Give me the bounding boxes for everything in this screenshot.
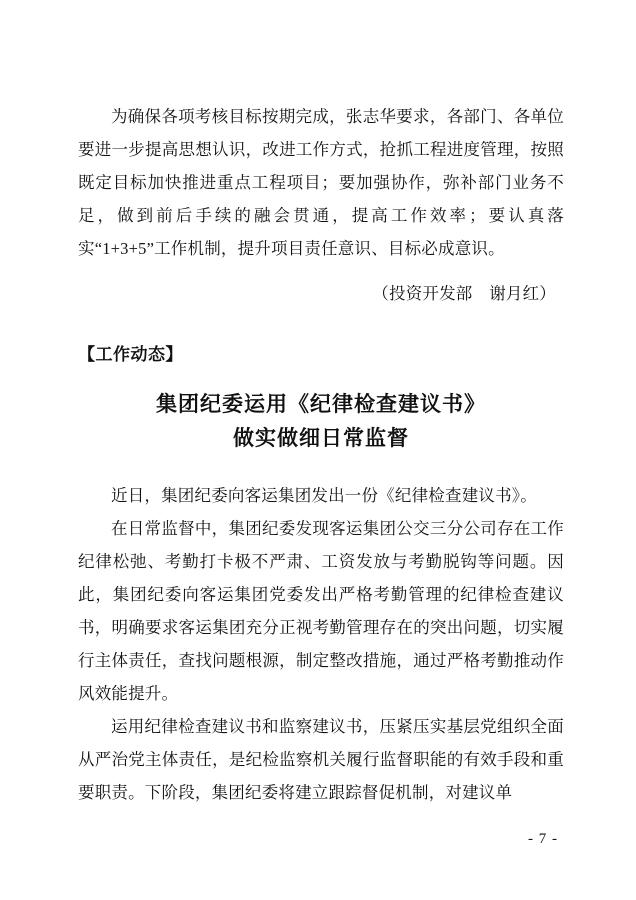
paragraph-1: 近日，集团纪委向客运集团发出一份《纪律检查建议书》。 — [111, 486, 537, 505]
paragraph-signature: （投资开发部 谢月红） — [372, 284, 556, 303]
paragraph-3: 运用纪律检查建议书和监察建议书，压紧压实基层党组织全面从严治党主体责任，是纪检监察机关履行监督职能的有效手段和重要职责。下阶段，集团纪委将建立跟踪督促机制，对建议单 — [78, 717, 564, 802]
section-tag: 【工作动态】 — [78, 345, 183, 364]
paragraph-top: 为确保各项考核目标按期完成，张志华要求，各部门、各单位要进一步提高思想认识，改进工作方式，抢抓工程进度管理，按照既定目标加快推进重点工程项目；要加强协作，弥补部门业务不足，做到前后手续的融会贯通，提高工作效率；要认真落实“1+3+5”工作机制，提升项目责任意识、目标必成意识。 — [78, 107, 564, 258]
page-title-line-1: 集团纪委运用《纪律检查建议书》 — [156, 392, 486, 416]
paragraph-2: 在日常监督中，集团纪委发现客运集团公交三分公司存在工作纪律松弛、考勤打卡极不严肃、工资发放与考勤脱钩等问题。因此，集团纪委向客运集团党委发出严格考勤管理的纪律检查建议书，明确要求客运集团充分正视考勤管理存在的突出问题，切实履行主体责任，查找问题根源，制定整改措施，通过严格考勤推动作风效能提升。 — [78, 519, 564, 703]
page-title-line-2: 做实做细日常监督 — [233, 426, 409, 450]
page-title — [78, 387, 564, 455]
body-paragraphs — [78, 479, 564, 809]
page-number: - 7 - — [528, 831, 558, 847]
